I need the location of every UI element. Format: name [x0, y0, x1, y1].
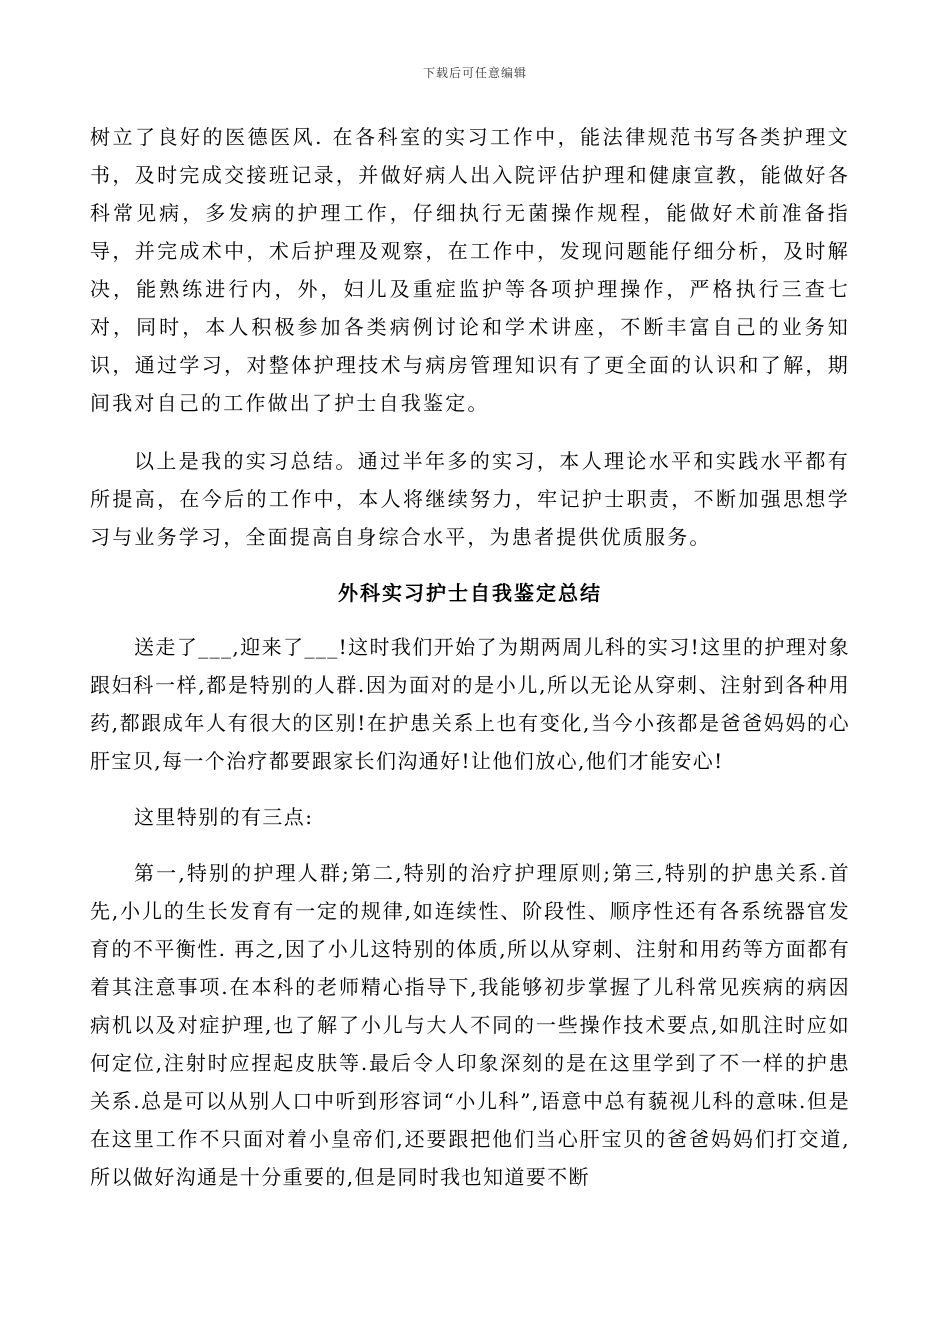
section-title: 外科实习护士自我鉴定总结: [338, 581, 602, 605]
paragraph-3: 送走了___,迎来了___!这时我们开始了为期两周儿科的实习!这里的护理对象跟妇科一样,都是特别的人群.因为面对的是小儿,所以无论从穿刺、注射到各种用药,都跟成年人有很大的区别!在护患关系上也有变化,当今小孩都是爸爸妈妈的心肝宝贝,每一个治疗都要跟家长们沟通好!让他们放心,他们才能安心!: [90, 635, 850, 773]
paragraph-5: 第一,特别的护理人群;第二,特别的治疗护理原则;第三,特别的护患关系.首先,小儿的生长发育有一定的规律,如连续性、阶段性、顺序性还有各系统器官发育的不平衡性. 再之,因了小儿这特别的体质,所以从穿刺、注射和用药等方面都有着其注意事项.在本科的老师精心指导下,我能够初步掌握了儿科常见疾病的病因病机以及对症护理,也了解了小儿与大人不同的一些操作技术要点,如肌注时应如何定位,注射时应捏起皮肤等.最后令人印象深刻的是在这里学到了不一样的护患关系.总是可以从别人口中听到形容词“小儿科”,语意中总有藐视儿科的意味.但是在这里工作不只面对着小皇帝们,还要跟把他们当心肝宝贝的爸爸妈妈们打交道,所以做好沟通是十分重要的,但是同时我也知道要不断: [90, 861, 850, 1189]
document-body: [90, 118, 850, 1214]
header-note: 下载后可任意编辑: [422, 66, 527, 80]
paragraph-1: 树立了良好的医德医风. 在各科室的实习工作中，能法律规范书写各类护理文书，及时完成交接班记录，并做好病人出入院评估护理和健康宣教，能做好各科常见病，多发病的护理工作，仔细执行无菌操作规程，能做好术前准备指导，并完成术中，术后护理及观察，在工作中，发现问题能仔细分析，及时解决，能熟练进行内，外，妇儿及重症监护等各项护理操作，严格执行三查七对，同时，本人积极参加各类病例讨论和学术讲座，不断丰富自己的业务知识，通过学习，对整体护理技术与病房管理知识有了更全面的认识和了解，期间我对自己的工作做出了护士自我鉴定。: [90, 125, 850, 415]
paragraph-2: 以上是我的实习总结。通过半年多的实习，本人理论水平和实践水平都有所提高，在今后的工作中，本人将继续努力，牢记护士职责，不断加强思想学习与业务学习，全面提高自身综合水平，为患者提供优质服务。: [90, 449, 850, 549]
paragraph-4: 这里特别的有三点:: [134, 805, 314, 829]
